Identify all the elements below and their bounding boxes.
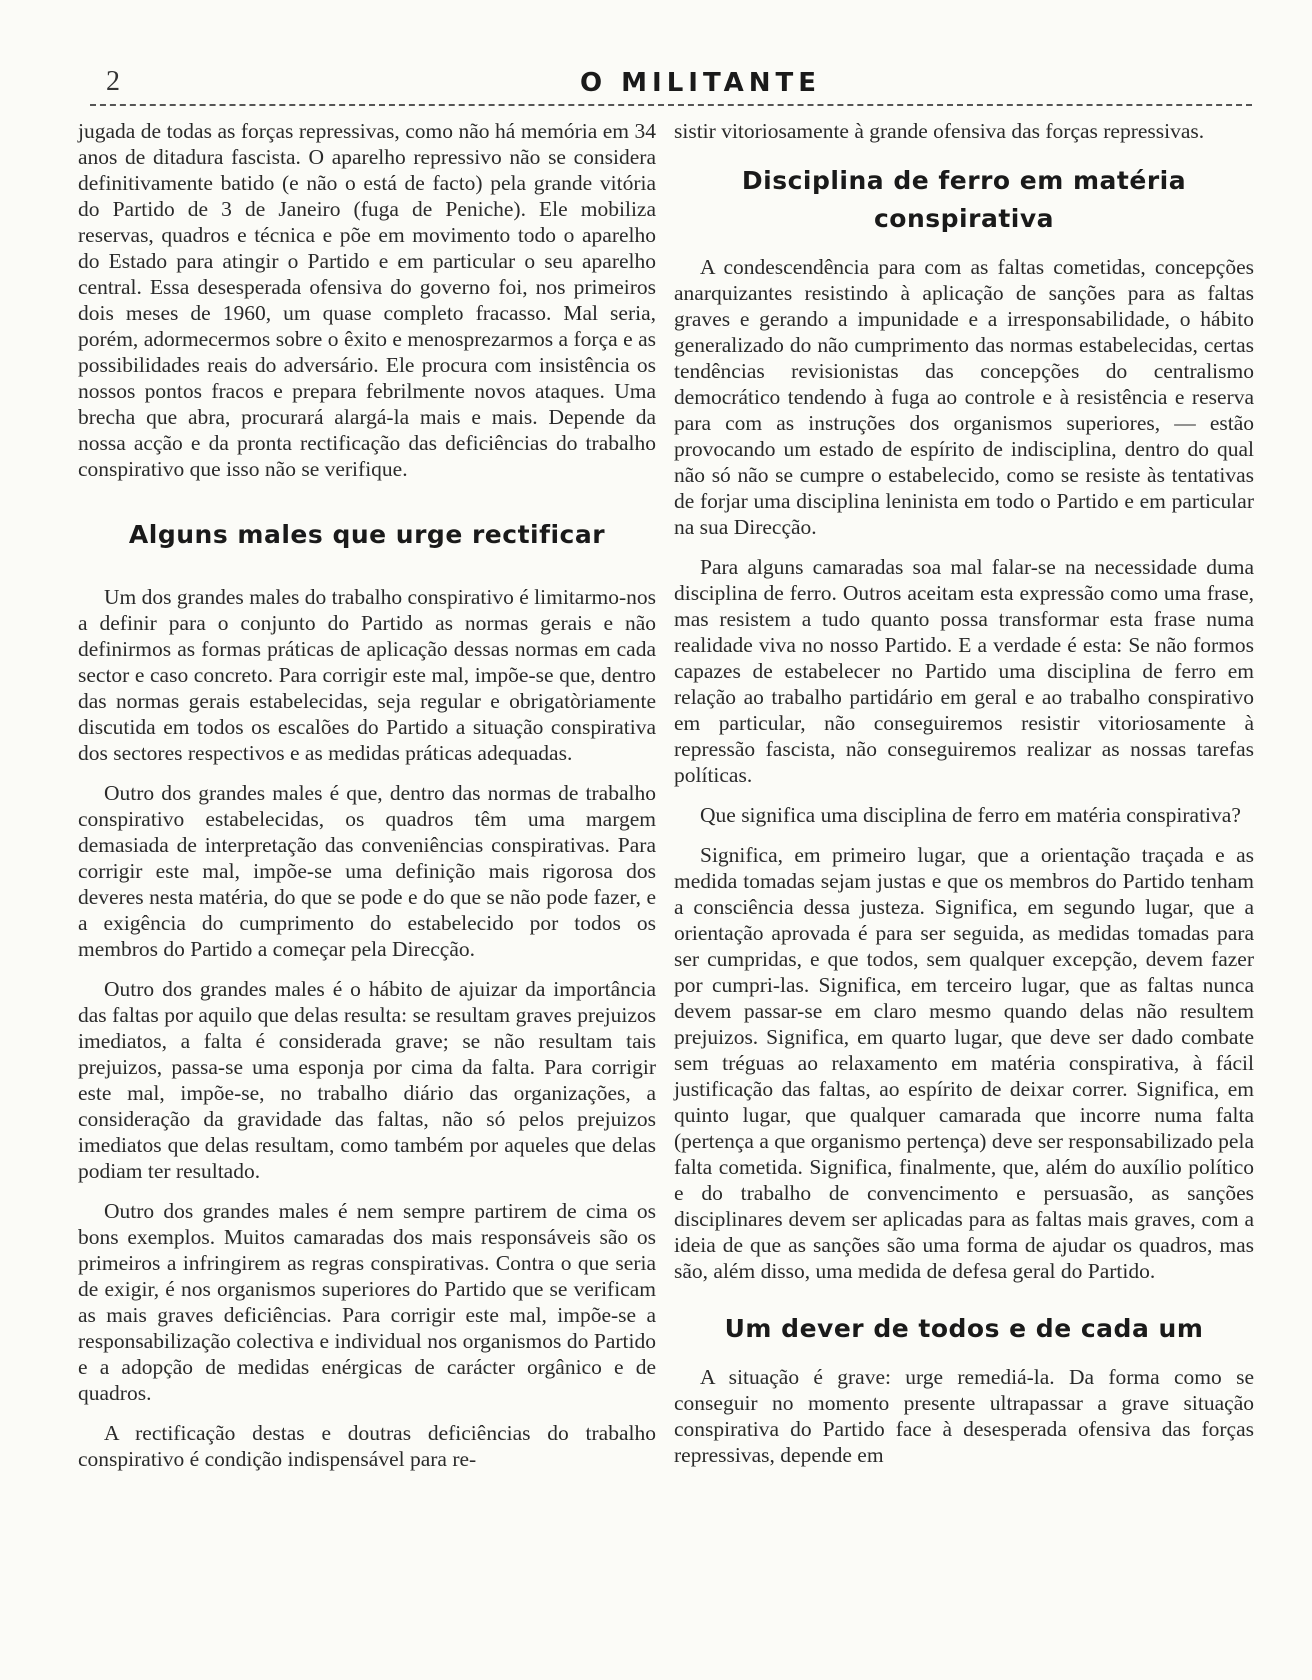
page-header [90, 66, 1252, 106]
article-paragraph: Significa, em primeiro lugar, que a orientação traçada e as medida tomadas sejam justas e que os membros do Partido tenham a consciência dessa justeza. Significa, em segundo lugar, que a orientação aprovada é para ser seguida, as medidas tomadas para ser cumpridas, e que todos, sem qualquer excepção, devem fazer por cumpri-las. Significa, em terceiro lugar, que as faltas nunca devem passar-se em claro mesmo quando delas não resultem prejuizos. Significa, em quarto lugar, que deve ser dado combate sem tréguas ao relaxamento em matéria conspirativa, à fácil justificação das faltas, ao espírito de deixar correr. Significa, em quinto lugar, que qualquer camarada que incorre numa falta (pertença a que organismo pertença) deve ser responsabilizado pela falta cometida. Significa, finalmente, que, além do auxílio político e do trabalho de convencimento e persuasão, as sanções disciplinares devem ser aplicadas para as faltas mais graves, com a ideia de que as sanções são uma forma de ajudar os quadros, mas são, além disso, uma medida de defesa geral do Partido. [674, 843, 1254, 1283]
article-paragraph: Outro dos grandes males é nem sempre partirem de cima os bons exemplos. Muitos camaradas dos mais responsáveis são os primeiros a infringirem as regras conspirativas. Contra o que seria de exigir, é nos organismos superiores do Partido que se verificam as mais graves deficiências. Para corrigir este mal, impõe-se a responsabilização colectiva e individual nos organismos do Partido e a adopção de medidas enérgicas de carácter orgânico e de quadros. [78, 1199, 656, 1405]
section-title-males: Alguns males que urge rectificar [128, 520, 606, 549]
article-paragraph: Para alguns camaradas soa mal falar-se na necessidade duma disciplina de ferro. Outros aceitam esta expressão como uma frase, mas resistem a tudo quanto possa transformar esta frase numa realidade viva no nosso Partido. E a verdade é esta: Se não formos capazes de estabelecer no Partido uma disciplina de ferro em relação ao trabalho partidário em geral e ao trabalho conspirativo em particular, não conseguiremos resistir vitoriosamente à repressão fascista, não conseguiremos realizar as nossas tarefas políticas. [674, 555, 1254, 787]
header-rule [90, 104, 1252, 106]
article-paragraph: Outro dos grandes males é o hábito de ajuizar da importância das faltas por aquilo que delas resulta: se resultam graves prejuizos imediatos, a falta é considerada grave; se não resultam tais prejuizos, passa-se uma esponja por cima da falta. Para corrigir este mal, impõe-se, no trabalho diário das organizações, a consideração da gravidade das faltas, não só pelos prejuizos imediatos que delas resultam, como também por aqueles que delas podiam ter resultado. [78, 977, 656, 1183]
article-paragraph: A situação é grave: urge remediá-la. Da forma como se conseguir no momento presente ultrapassar a grave situação conspirativa do Partido face à desesperada ofensiva das forças repressivas, depende em [674, 1365, 1254, 1467]
masthead: O MILITANTE [580, 68, 822, 98]
page-number: 2 [106, 66, 120, 97]
article-paragraph: A condescendência para com as faltas cometidas, concepções anarquizantes resistindo à aplicação de sanções para as faltas graves e gerando a impunidade e a irresponsabilidade, o hábito generalizado do não cumprimento das normas estabelecidas, certas tendências revisionistas das concepções do centralismo democrático tendendo à fuga ao controle e à resistência e reserva para com as instruções dos organismos superiores, — estão provocando um estado de espírito de indisciplina, dentro do qual não só não se cumpre o estabelecido, como se resiste às tentativas de forjar uma disciplina leninista em todo o Partido e em particular na sua Direcção. [674, 255, 1254, 539]
article-paragraph: A rectificação destas e doutras deficiências do trabalho conspirativo é condição indispensável para re- [78, 1421, 656, 1471]
article-paragraph: Outro dos grandes males é que, dentro das normas de trabalho conspirativo estabelecidas, os quadros têm uma margem demasiada de interpretação das conveniências conspirativas. Para corrigir este mal, impõe-se uma definição mais rigorosa dos deveres nesta matéria, do que se pode e do que se não pode fazer, e a exigência do cumprimento do estabelecido por todos os membros do Partido a começar pela Direcção. [78, 781, 656, 961]
left-column [78, 118, 656, 1486]
article-paragraph: Que significa uma disciplina de ferro em matéria conspirativa? [700, 803, 1241, 827]
continuation-paragraph: sistir vitoriosamente à grande ofensiva das forças repressivas. [674, 119, 1205, 143]
section-title-dever: Um dever de todos e de cada um [724, 1314, 1204, 1343]
intro-paragraph: jugada de todas as forças repressivas, como não há memória em 34 anos de ditadura fascista. O aparelho repressivo não se considera definitivamente batido (e não o está de facto) pela grande vitória do Partido de 3 de Janeiro (fuga de Peniche). Ele mobiliza reservas, quadros e técnica e põe em movimento todo o aparelho do Estado para atingir o Partido e em particular o seu aparelho central. Essa desesperada ofensiva do governo foi, nos primeiros dois meses de 1960, um quase completo fracasso. Mal seria, porém, adormecermos sobre o êxito e menosprezarmos a força e as possibilidades reais do adversário. Ele procura com insistência os nossos pontos fracos e prepara febrilmente novos ataques. Uma brecha que abra, procurará alargá-la mais e mais. Depende da nossa acção e da pronta rectificação das deficiências do trabalho conspirativo que isso não se verifique. [78, 119, 656, 481]
section-title-disciplina: Disciplina de ferro em matéria conspirativa [741, 166, 1187, 233]
right-column [674, 118, 1254, 1482]
article-paragraph: Um dos grandes males do trabalho conspirativo é limitarmo-nos a definir para o conjunto do Partido as normas gerais e não definirmos as formas práticas de aplicação dessas normas em cada sector e caso concreto. Para corrigir este mal, impõe-se que, dentro das normas gerais estabelecidas, seja regular e obrigatòriamente discutida em todos os escalões do Partido a situação conspirativa dos sectores respectivos e as medidas práticas adequadas. [78, 585, 656, 765]
